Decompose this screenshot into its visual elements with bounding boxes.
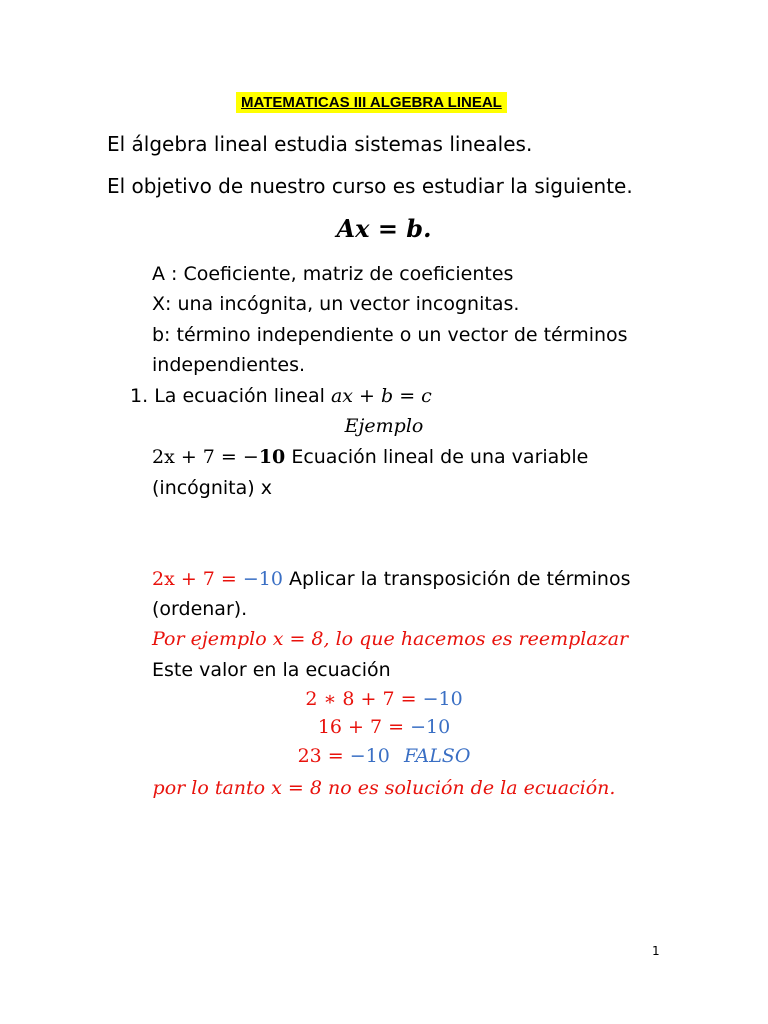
intro-line-1: El álgebra lineal estudia sistemas lineales. (107, 132, 533, 156)
step-3-lhs: 23 = (297, 745, 350, 767)
step-1-rhs: −10 (422, 688, 463, 710)
intro-line-2: El objetivo de nuestro curso es estudiar la siguiente. (107, 174, 633, 198)
step-3-rhs: −10 (349, 745, 390, 767)
step-3 (0, 745, 768, 767)
list-text: La ecuación lineal (154, 385, 331, 407)
page-number: 1 (652, 944, 660, 958)
example-1-text: Ecuación lineal de una variable (291, 446, 589, 468)
este-valor-text: Este valor en la ecuación (152, 659, 391, 681)
por-ejemplo-a: Por ejemplo x = 8 (152, 628, 324, 650)
definition-a: A : Coeficiente, matriz de coeficientes (152, 263, 514, 285)
example-2-text: Aplicar la transposición de términos (289, 568, 631, 590)
step-1 (0, 688, 768, 710)
step-3-note: FALSO (403, 745, 471, 767)
conclusion-a: por lo tanto x = 8 (152, 777, 322, 799)
page-title: MATEMATICAS III ALGEBRA LINEAL (236, 92, 507, 113)
definition-b: b: término independiente o un vector de términos (152, 324, 628, 346)
list-number: 1. (130, 385, 149, 407)
ejemplo-label: Ejemplo (344, 415, 424, 437)
definition-b-cont: independientes. (152, 354, 306, 376)
example-1-rhs: 10 (258, 446, 286, 468)
example-2-line (152, 568, 630, 590)
list-item-1 (130, 385, 432, 407)
conclusion (0, 777, 768, 799)
example-2-text-2: (ordenar). (152, 598, 248, 620)
main-equation: Ax = b. (336, 214, 432, 243)
linear-equation-formula: ax + b = c (330, 385, 432, 407)
example-2-rhs: −10 (242, 568, 283, 590)
example-2-lhs: 2x + 7 = (152, 568, 243, 590)
example-1-text-2: (incógnita) x (152, 477, 272, 499)
example-1-lhs: 2x + 7 = − (152, 446, 259, 468)
step-1-lhs: 2 ∗ 8 + 7 = (305, 688, 423, 710)
step-2-rhs: −10 (410, 716, 451, 738)
step-2 (0, 716, 768, 738)
por-ejemplo-line (152, 628, 628, 650)
por-ejemplo-b: , lo que hacemos es reemplazar (323, 628, 629, 650)
definition-x: X: una incógnita, un vector incognitas. (152, 293, 520, 315)
conclusion-b: no es solución de la ecuación. (321, 777, 616, 799)
step-2-lhs: 16 + 7 = (317, 716, 411, 738)
example-1-line (152, 446, 588, 468)
